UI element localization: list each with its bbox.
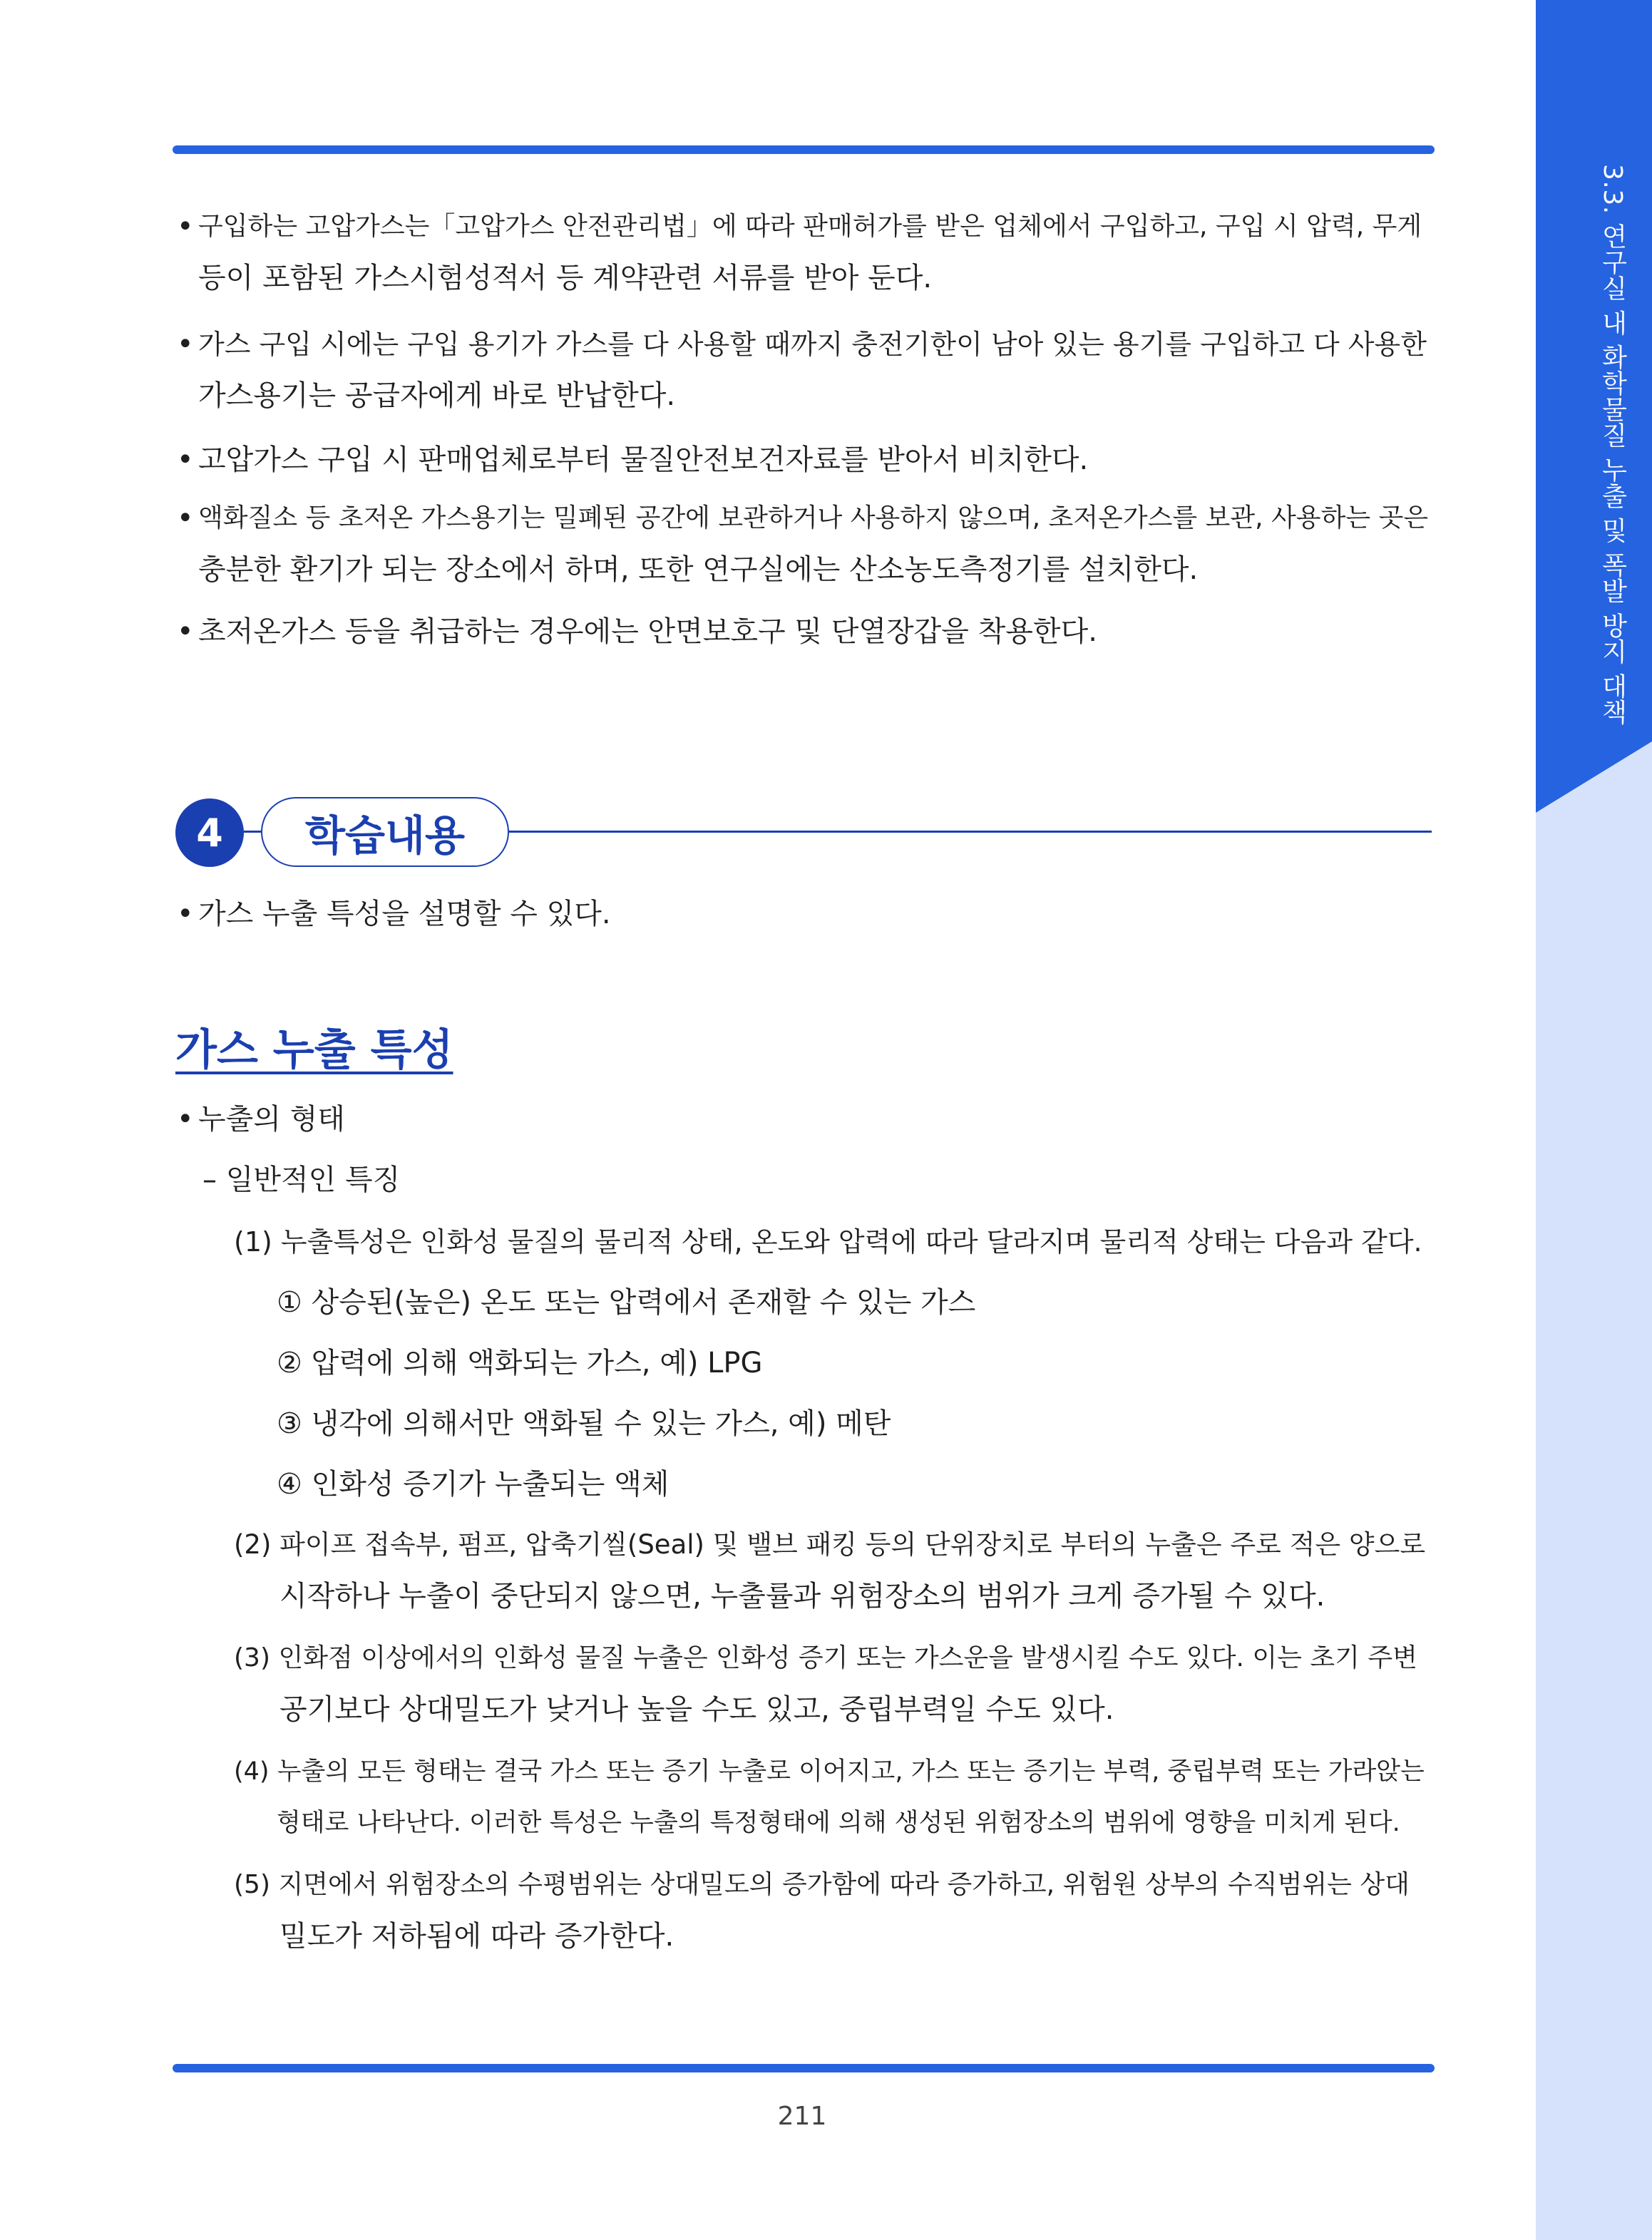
intro-bullet-1-line1: • 구입하는 고압가스는「고압가스 안전관리법」에 따라 판매허가를 받은 업체에서 구입하고, 구입 시 압력, 무게 xyxy=(198,212,1422,241)
sidebar-chapter-title: 3.3. 연구실 내 화학물질 누출 및 폭발 방지 대책 xyxy=(1598,164,1627,725)
intro-bullet-5-line1: • 초저온가스 등을 취급하는 경우에는 안면보호구 및 단열장갑을 착용한다. xyxy=(198,615,1097,648)
subitem-2: ② 압력에 의해 액화되는 가스, 예) LPG xyxy=(277,1347,763,1380)
intro-bullet-1 xyxy=(177,212,1422,292)
section-header-line xyxy=(509,831,1432,833)
section-connector xyxy=(244,831,261,833)
leak-form-bullet-text: • 누출의 형태 xyxy=(198,1103,345,1136)
item-2-line2: 시작하나 누출이 중단되지 않으면, 누출률과 위험장소의 범위가 크게 증가될 수 있다. xyxy=(279,1580,1325,1613)
subitem-4: ④ 인화성 증기가 누출되는 액체 xyxy=(277,1468,669,1501)
intro-bullet-5 xyxy=(177,617,1097,646)
intro-bullet-2-line1: • 가스 구입 시에는 구입 용기가 가스를 다 사용할 때까지 충전기한이 남아 있는 용기를 구입하고 다 사용한 xyxy=(198,329,1427,360)
top-divider xyxy=(173,145,1435,154)
intro-bullet-4 xyxy=(177,504,1428,584)
page-number: 211 xyxy=(777,2102,827,2131)
general-features-label: – 일반적인 특징 xyxy=(202,1163,401,1196)
item-3-line1: (3) 인화점 이상에서의 인화성 물질 누출은 인화성 증기 또는 가스운을 발생시킬 수도 있다. 이는 초기 주변 xyxy=(234,1643,1417,1673)
item-4-line2: 형태로 나타난다. 이러한 특성은 누출의 특정형태에 의해 생성된 위험장소의 범위에 영향을 미치게 된다. xyxy=(277,1809,1400,1837)
subitem-1: ① 상승된(높은) 온도 또는 압력에서 존재할 수 있는 가스 xyxy=(277,1286,976,1319)
item-4-line1: (4) 누출의 모든 형태는 결국 가스 또는 증기 누출로 이어지고, 가스 또는 증기는 부력, 중립부력 또는 가라앉는 xyxy=(234,1757,1425,1786)
item-2-line1: (2) 파이프 접속부, 펌프, 압축기씰(Seal) 및 밸브 패킹 등의 단위장치로 부터의 누출은 주로 적은 양으로 xyxy=(234,1529,1426,1560)
intro-bullet-2 xyxy=(177,330,1427,410)
subitem-3: ③ 냉각에 의해서만 액화될 수 있는 가스, 예) 메탄 xyxy=(277,1407,891,1440)
item-3-line2: 공기보다 상대밀도가 낮거나 높을 수도 있고, 중립부력일 수도 있다. xyxy=(279,1693,1114,1726)
intro-bullet-3 xyxy=(177,443,1089,476)
intro-bullet-3-line1: • 고압가스 구입 시 판매업체로부터 물질안전보건자료를 받아서 비치한다. xyxy=(198,443,1089,476)
leak-form-bullet xyxy=(177,1105,345,1134)
intro-bullet-4-line1: • 액화질소 등 초저온 가스용기는 밀폐된 공간에 보관하거나 사용하지 않으며, 초저온가스를 보관, 사용하는 곳은 xyxy=(198,503,1429,533)
bottom-divider xyxy=(173,2064,1435,2072)
sidebar-tab-point xyxy=(1536,741,1652,813)
intro-bullet-2-line2: 가스용기는 공급자에게 바로 반납한다. xyxy=(198,379,676,412)
intro-bullet-1-line2: 등이 포함된 가스시험성적서 등 계약관련 서류를 받아 둔다. xyxy=(198,262,933,294)
item-5-line2: 밀도가 저하됨에 따라 증가한다. xyxy=(279,1920,674,1953)
section-label-pill: 학습내용 xyxy=(261,797,509,867)
item-5-line1: (5) 지면에서 위험장소의 수평범위는 상대밀도의 증가함에 따라 증가하고, 위험원 상부의 수직범위는 상대 xyxy=(234,1870,1410,1899)
section-heading: 가스 누출 특성 xyxy=(175,1025,453,1075)
learning-objective-text: • 가스 누출 특성을 설명할 수 있다. xyxy=(198,898,611,930)
section-number-badge: 4 xyxy=(175,798,244,867)
intro-bullet-4-line2: 충분한 환기가 되는 장소에서 하며, 또한 연구실에는 산소농도측정기를 설치한다. xyxy=(198,553,1199,586)
item-1: (1) 누출특성은 인화성 물질의 물리적 상태, 온도와 압력에 따라 달라지며 물리적 상태는 다음과 같다. xyxy=(234,1226,1422,1258)
learning-objective-bullet xyxy=(177,900,611,928)
